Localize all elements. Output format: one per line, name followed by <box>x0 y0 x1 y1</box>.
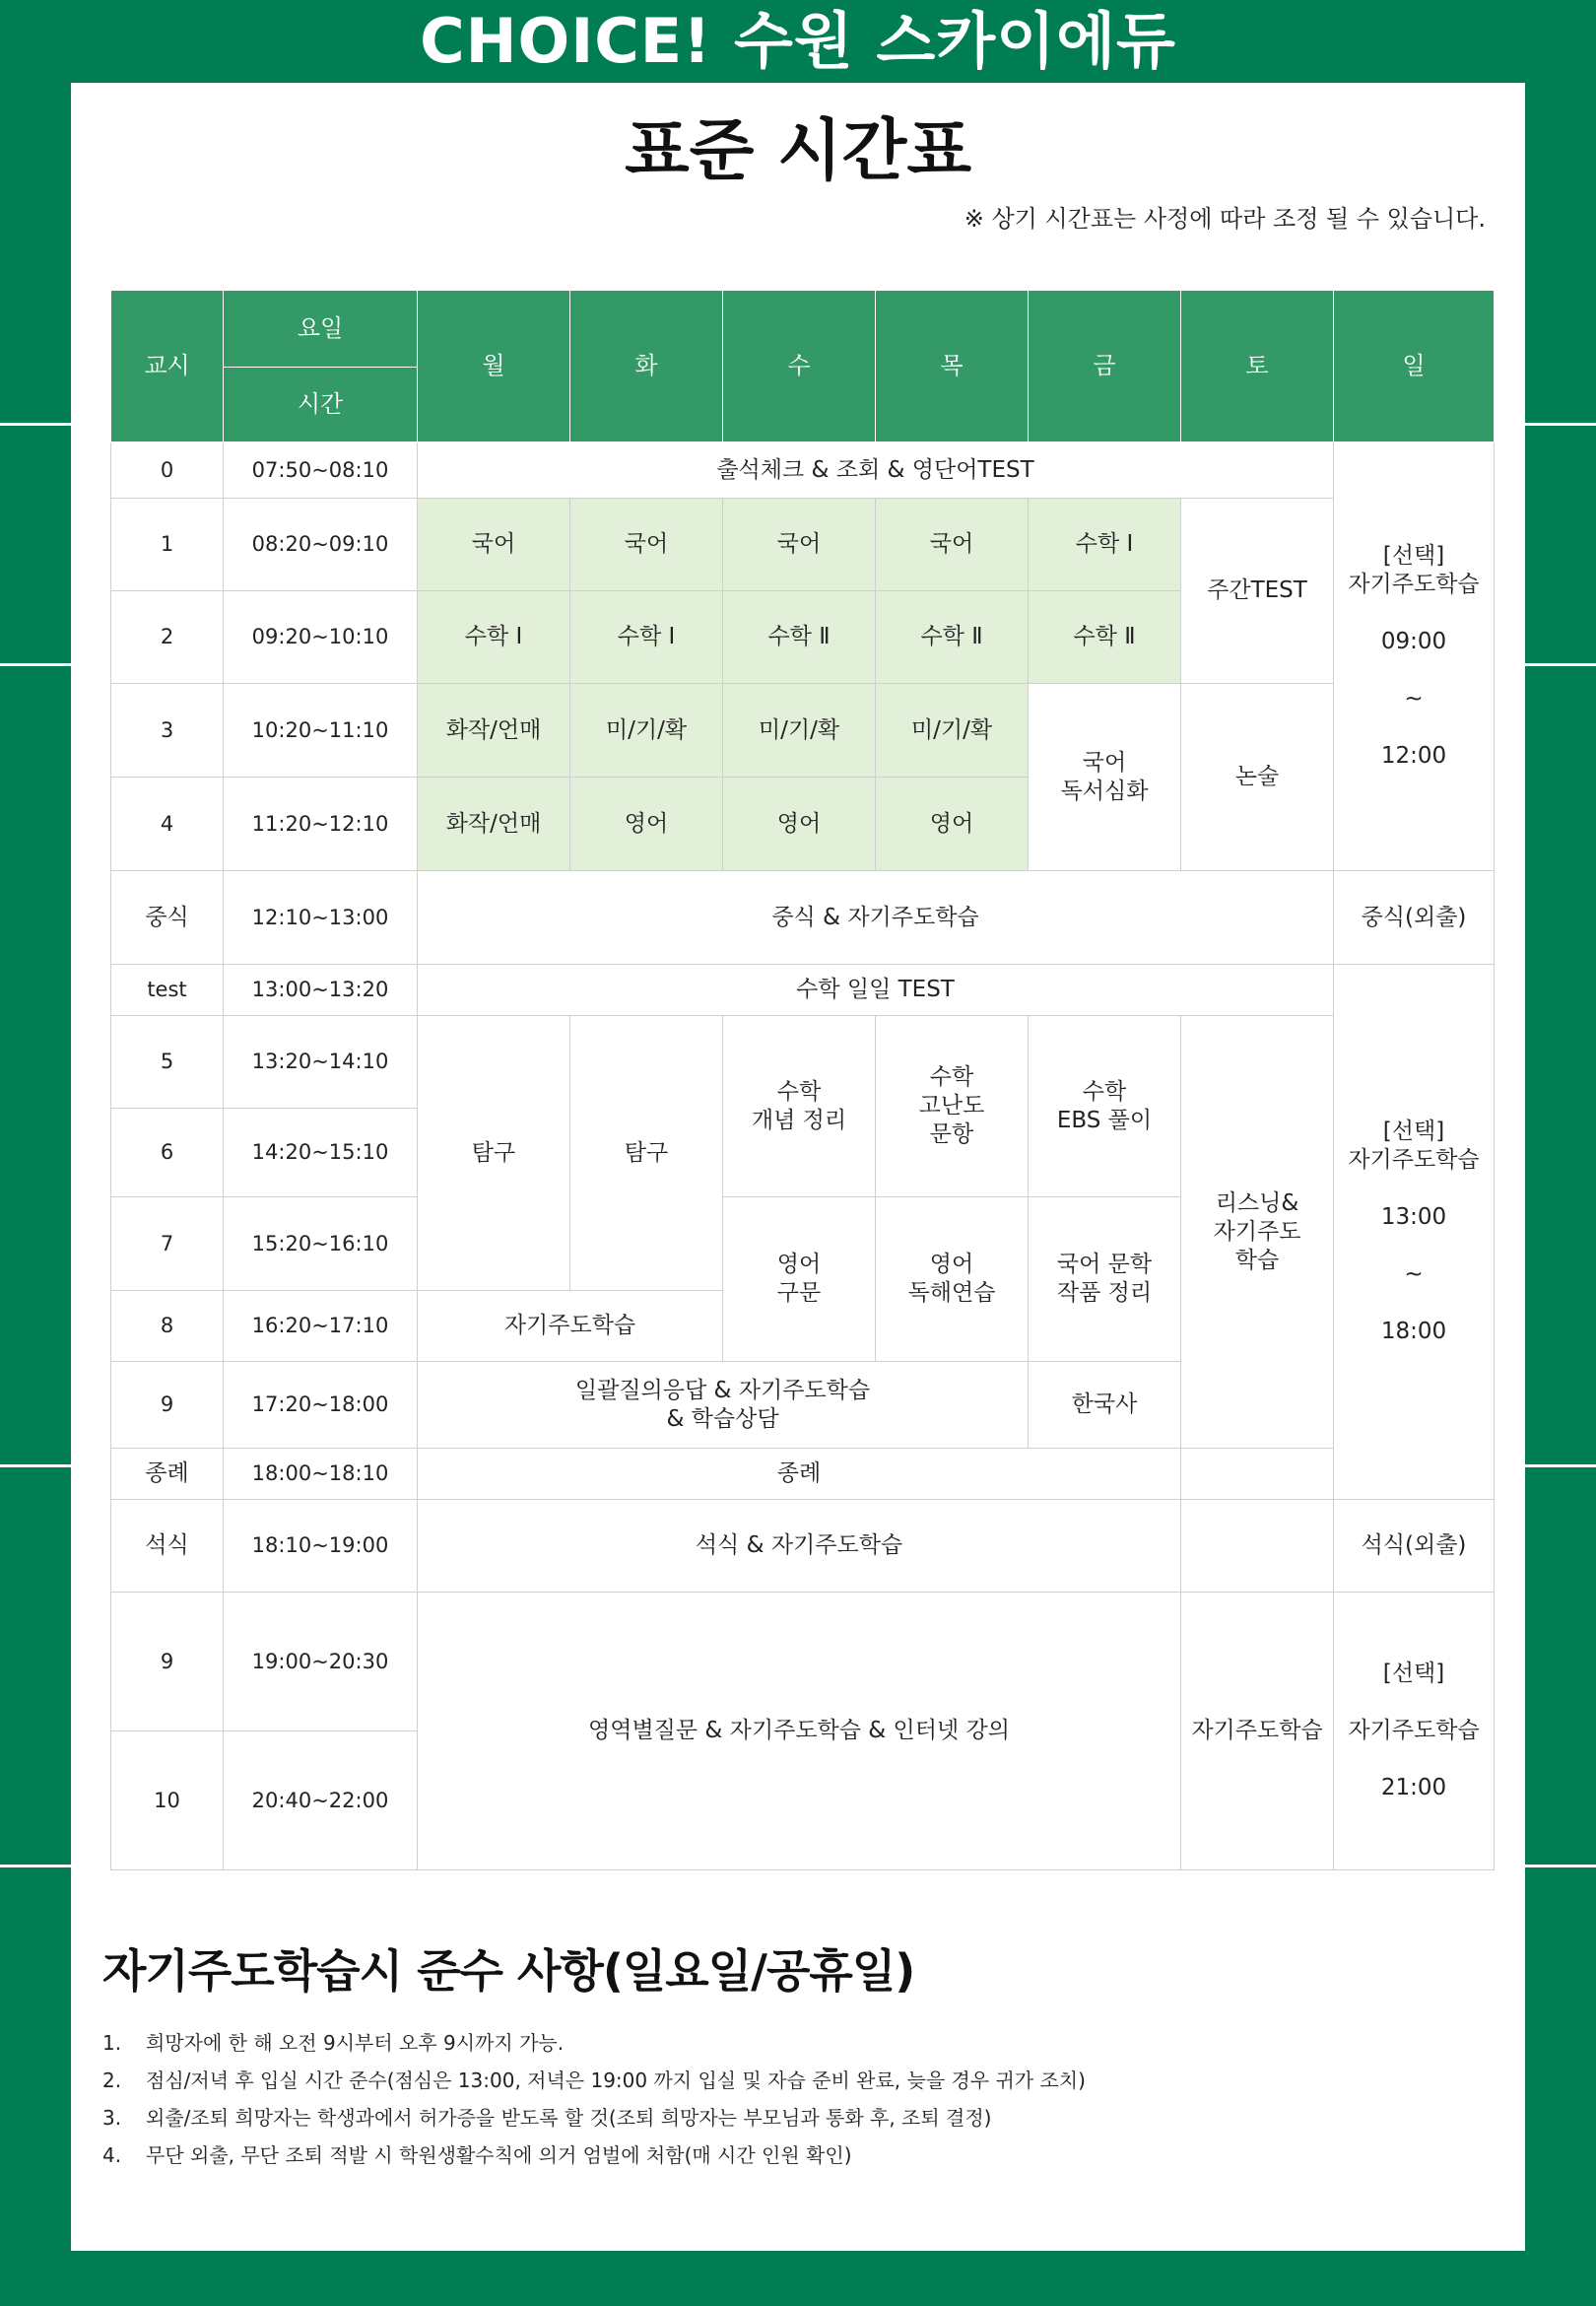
period-cell: 5 <box>111 1016 224 1109</box>
cell-line: 자기주도학습 <box>1348 1147 1480 1173</box>
cell-line: 18:00 <box>1380 1319 1447 1344</box>
cell-line: 자기주도학습 <box>1348 1718 1480 1743</box>
cell-line: 09:00 <box>1380 629 1447 654</box>
cell-line: 독해연습 <box>907 1280 996 1306</box>
time-cell: 11:20~12:10 <box>224 778 418 871</box>
evening-study-cell: 영역별질문 & 자기주도학습 & 인터넷 강의 <box>418 1593 1181 1870</box>
table-row <box>111 684 1495 778</box>
time-cell: 13:20~14:10 <box>224 1016 418 1109</box>
table-row <box>111 499 1495 591</box>
table-row <box>111 1449 1495 1500</box>
cell-line: ~ <box>1404 1261 1424 1287</box>
period-cell: 2 <box>111 591 224 684</box>
timetable-panel <box>71 83 1525 2251</box>
header-day-wed: 수 <box>723 291 876 442</box>
time-cell: 08:20~09:10 <box>224 499 418 591</box>
time-cell: 07:50~08:10 <box>224 442 418 499</box>
lesson-cell: 화작/언매 <box>418 778 570 871</box>
sun-lunch-cell: 중식(외출) <box>1334 871 1495 965</box>
header-day-tue: 화 <box>570 291 723 442</box>
cell-line: 13:00 <box>1380 1204 1447 1230</box>
sat-evening-cell: 자기주도학습 <box>1181 1593 1334 1870</box>
mon-explore-cell: 탐구 <box>418 1016 570 1291</box>
lesson-cell: 국어 <box>723 499 876 591</box>
rule-item <box>102 2136 1482 2174</box>
cell-line: 자기주도 <box>1213 1218 1301 1245</box>
cell-line: [선택] <box>1382 1661 1445 1686</box>
period-cell: 중식 <box>111 871 224 965</box>
lesson-cell: 수학 Ⅱ <box>1029 591 1181 684</box>
sun-night-cell <box>1334 1593 1495 1870</box>
cell-line: 수학 <box>1082 1078 1127 1105</box>
time-cell: 16:20~17:10 <box>224 1291 418 1362</box>
period-cell: 7 <box>111 1197 224 1291</box>
period-cell: test <box>111 965 224 1016</box>
cell-line: 영어 <box>776 1252 822 1277</box>
table-row <box>111 1016 1495 1109</box>
rule-item <box>102 2099 1482 2136</box>
sat-test-cell: 주간TEST <box>1181 499 1334 684</box>
header-day-sat: 토 <box>1181 291 1334 442</box>
cell-line: 작품 정리 <box>1056 1280 1153 1306</box>
header-period: 교시 <box>111 291 224 442</box>
period-cell: 석식 <box>111 1500 224 1593</box>
rule-item <box>102 2024 1482 2062</box>
schedule-cell: 중식 & 자기주도학습 <box>418 871 1334 965</box>
period-cell: 6 <box>111 1109 224 1197</box>
rule-text: 무단 외출, 무단 조퇴 적발 시 학원생활수칙에 의거 엄벌에 처함(매 시간 인원 확인) <box>146 2143 852 2167</box>
cell-line: 영어 <box>929 1252 974 1277</box>
rule-text: 외출/조퇴 희망자는 학생과에서 허가증을 받도록 할 것(조퇴 희망자는 부모님과 통화 후, 조퇴 결정) <box>146 2106 992 2130</box>
cell-line: 12:00 <box>1380 743 1447 769</box>
time-cell: 15:20~16:10 <box>224 1197 418 1291</box>
fri-math-cell <box>1029 1016 1181 1197</box>
time-cell: 18:10~19:00 <box>224 1500 418 1593</box>
brand-title: CHOICE! 수원 스카이에듀 <box>420 5 1176 77</box>
rules-list <box>102 2024 1482 2174</box>
time-cell: 13:00~13:20 <box>224 965 418 1016</box>
period-cell: 4 <box>111 778 224 871</box>
rule-number: 3. <box>102 2106 122 2130</box>
thu-english-cell <box>876 1197 1029 1362</box>
header-day: 요일 <box>224 291 418 368</box>
cell-line: 리스닝& <box>1215 1189 1299 1216</box>
lesson-cell: 미/기/확 <box>876 684 1029 778</box>
rule-text: 점심/저녁 후 입실 시간 준수(점심은 13:00, 저녁은 19:00 까지 입실 및 자습 준비 완료, 늦을 경우 귀가 조치) <box>146 2069 1086 2092</box>
cell-line: 학습 <box>1234 1247 1280 1273</box>
lesson-cell: 국어 <box>876 499 1029 591</box>
sat-listening-cell <box>1181 1016 1334 1449</box>
lesson-cell: 수학 Ⅱ <box>723 591 876 684</box>
schedule-cell: 종례 <box>418 1449 1181 1500</box>
cell-line: 21:00 <box>1380 1775 1447 1800</box>
tue-explore-cell: 탐구 <box>570 1016 723 1291</box>
table-row <box>111 1593 1495 1731</box>
cell-line: [선택] <box>1382 1119 1445 1144</box>
cell-line: & 학습상담 <box>666 1405 779 1432</box>
wed-english-cell <box>723 1197 876 1362</box>
time-cell: 10:20~11:10 <box>224 684 418 778</box>
lesson-cell: 영어 <box>876 778 1029 871</box>
cell-line: 고난도 <box>918 1093 985 1119</box>
page-title: 표준 시간표 <box>624 112 972 190</box>
sun-pm-cell <box>1334 965 1495 1500</box>
rules-title: 자기주도학습시 준수 사항(일요일/공휴일) <box>102 1944 915 1998</box>
time-cell: 09:20~10:10 <box>224 591 418 684</box>
rule-text: 희망자에 한 해 오전 9시부터 오후 9시까지 가능. <box>146 2031 565 2055</box>
self-study-cell: 자기주도학습 <box>418 1291 723 1362</box>
cell-line: 개념 정리 <box>751 1107 847 1133</box>
time-cell: 17:20~18:00 <box>224 1362 418 1449</box>
lesson-cell: 미/기/확 <box>570 684 723 778</box>
lesson-cell: 국어 <box>570 499 723 591</box>
fri-literature-cell <box>1029 1197 1181 1362</box>
qa-cell <box>418 1362 1029 1449</box>
schedule-cell: 출석체크 & 조회 & 영단어TEST <box>418 442 1334 499</box>
lesson-cell: 국어 <box>418 499 570 591</box>
cell-line: 문항 <box>929 1121 974 1147</box>
cell-line: [선택] <box>1382 543 1445 569</box>
period-cell: 종례 <box>111 1449 224 1500</box>
sun-am-cell <box>1334 442 1495 871</box>
header-day-fri: 금 <box>1029 291 1181 442</box>
sat-essay-cell: 논술 <box>1181 684 1334 871</box>
lesson-cell: 미/기/확 <box>723 684 876 778</box>
table-row <box>111 1500 1495 1593</box>
cell-line: 국어 문학 <box>1056 1252 1153 1277</box>
period-cell: 9 <box>111 1362 224 1449</box>
lesson-cell: 수학 Ⅱ <box>876 591 1029 684</box>
rule-item <box>102 2062 1482 2099</box>
wed-math-cell <box>723 1016 876 1197</box>
fri-korean-cell <box>1029 684 1181 871</box>
period-cell: 0 <box>111 442 224 499</box>
schedule-note: ※ 상기 시간표는 사정에 따라 조정 될 수 있습니다. <box>964 205 1486 233</box>
table-row <box>111 871 1495 965</box>
cell-line: 수학 <box>776 1078 822 1105</box>
lesson-cell: 영어 <box>570 778 723 871</box>
header-day-thu: 목 <box>876 291 1029 442</box>
sat-dinner-cell <box>1181 1500 1334 1593</box>
time-cell: 18:00~18:10 <box>224 1449 418 1500</box>
time-cell: 20:40~22:00 <box>224 1731 418 1870</box>
cell-line: 구문 <box>776 1280 822 1306</box>
rule-number: 2. <box>102 2069 122 2092</box>
header-day-sun: 일 <box>1334 291 1495 442</box>
cell-line: 국어 <box>1082 749 1127 776</box>
rule-number: 4. <box>102 2143 122 2167</box>
period-cell: 10 <box>111 1731 224 1870</box>
cell-line: 독서심화 <box>1060 778 1149 804</box>
cell-line: 수학 <box>929 1064 974 1090</box>
lesson-cell: 수학 Ⅰ <box>570 591 723 684</box>
lesson-cell: 수학 Ⅰ <box>418 591 570 684</box>
rule-number: 1. <box>102 2031 122 2055</box>
table-row <box>111 442 1495 499</box>
lesson-cell: 영어 <box>723 778 876 871</box>
time-cell: 14:20~15:10 <box>224 1109 418 1197</box>
header-time: 시간 <box>224 368 418 442</box>
sun-dinner-cell: 석식(외출) <box>1334 1500 1495 1593</box>
period-cell: 9 <box>111 1593 224 1731</box>
lesson-cell: 화작/언매 <box>418 684 570 778</box>
cell-line: 자기주도학습 <box>1348 572 1480 597</box>
cell-line: ~ <box>1404 686 1424 712</box>
period-cell: 8 <box>111 1291 224 1362</box>
fri-history-cell: 한국사 <box>1029 1362 1181 1449</box>
period-cell: 1 <box>111 499 224 591</box>
cell-line: EBS 풀이 <box>1056 1107 1153 1133</box>
schedule-cell: 수학 일일 TEST <box>418 965 1334 1016</box>
timetable <box>110 290 1495 1870</box>
header-day-mon: 월 <box>418 291 570 442</box>
table-row <box>111 965 1495 1016</box>
cell-line: 일괄질의응답 & 자기주도학습 <box>574 1377 871 1403</box>
period-cell: 3 <box>111 684 224 778</box>
lesson-cell: 수학 Ⅰ <box>1029 499 1181 591</box>
thu-math-cell <box>876 1016 1029 1197</box>
schedule-cell: 석식 & 자기주도학습 <box>418 1500 1181 1593</box>
time-cell: 19:00~20:30 <box>224 1593 418 1731</box>
time-cell: 12:10~13:00 <box>224 871 418 965</box>
